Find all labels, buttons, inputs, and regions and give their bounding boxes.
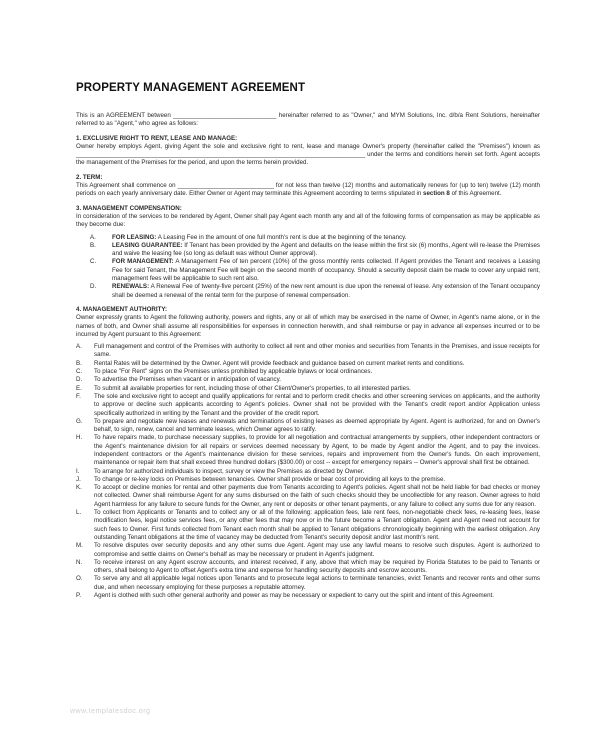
authority-item: I. To arrange for authorized individuals to inspect, survey or view the Premises as directed by Owner. (76, 467, 365, 475)
section-3-heading: 3. MANAGEMENT COMPENSATION: (76, 204, 182, 212)
authority-item: M. To resolve disputes over security deposits and any other sums due Agent. Agent may use any lawful means to resolve such disputes. Agent is authorized to compromise and settle claims on Owner's behalf as may be necessary or prudent in Agent's judgment. (76, 542, 540, 558)
compensation-item: C. FOR MANAGEMENT: A Management Fee of ten percent (10%) of the gross monthly rents collected. If Agent provides the Tenant and receives a Leasing Fee for said Tenant, the Management Fee will begin on the second month of occupancy. Should a security deposit claim be made to cover any unpaid rent, management fees will be applicable to such rent also. (90, 258, 540, 283)
section-2-body: This Agreement shall commence on ____________________________ for not less than twelve (12) months and automatically renews for (up to ten) twelve (12) month periods on each yearly anniversary date. Either Owner or Agent may terminate this Agreement according to terms stipulated in section 8 of this Agreement. (76, 182, 540, 198)
section-2-heading: 2. TERM: (76, 173, 103, 181)
watermark: www.templatesdoc.org (70, 708, 151, 715)
section-4-body: Owner expressly grants to Agent the following authority, powers and rights, any or all of which may be exercised in the name of Owner, in Agent's name alone, or in the names of both, and Owner shall assume all responsibilities for expenses in connection herewith, and shall reimburse or pay in advance all expenses incurred or to be incurred by Agent pursuant to this Agreement: (76, 314, 540, 338)
section-4-heading: 4. MANAGEMENT AUTHORITY: (76, 305, 168, 313)
authority-list (76, 343, 540, 600)
section-3-body: In consideration of the services to be rendered by Agent, Owner shall pay Agent each month any and all of the following forms of compensation as may be applicable as they become due: (76, 212, 540, 229)
authority-item: D. To advertise the Premises when vacant or in anticipation of vacancy. (76, 376, 281, 384)
compensation-item: B. LEASING GUARANTEE: If Tenant has been provided by the Agent and defaults on the lease within the first six (6) months, Agent will re-lease the Premises and waive the leasing fee (so long as default was without Owner approval). (90, 241, 540, 258)
authority-item: A. Full management and control of the Premises with authority to collect all rent and other monies and securities from Tenants in the Premises, and issue receipts for same. (76, 343, 540, 359)
authority-item: F. The sole and exclusive right to accept and qualify applications for rental and to perform credit checks and other screening services on applicants, and the authority to approve or decline such applicants according to Agent's policies. Owner shall not be provided with the Tenant's credit report and/or Application unless specifically authorized in writing by the Tenant and the provider of the credit report. (76, 392, 540, 417)
section-1-body: Owner hereby employs Agent, giving Agent the sole and exclusive right to rent, lease and manage Owner's property (hereinafter called the "Premises") known as ____________________________________________________________________________________ under the terms and conditions herein set forth. Agent accepts the management of the Premises for the period, and upon the terms herein provided. (76, 142, 540, 167)
authority-item: N. To receive interest on any Agent escrow accounts, and interest received, if any, above that which may be required by Florida Statutes to be paid to Tenants or others, shall belong to Agent to offset Agent's extra time and expense for handling security deposits and escrow accounts. (76, 558, 540, 575)
authority-item: E. To submit all available properties for rent, including those of other Client/Owner's properties, to all interested parties. (76, 384, 411, 392)
authority-item: J. To change or re-key locks on Premises between tenancies. Owner shall provide or bear cost of providing all keys to the premise. (76, 475, 446, 483)
authority-item: P. Agent is clothed with such other general authority and power as may be necessary or expedient to carry out the spirit and intent of this Agreement. (76, 592, 495, 600)
authority-item: K. To accept or decline monies for rental and other payments due from Tenants according to Agent's policies. Agent shall not be held liable for bad checks or money not collected. Owner shall reimburse Agent for any sums disbursed on the faith of such checks should they be uncollectible for any reason. Owner agrees to hold Agent harmless for any failure to secure funds for the Owner, any rent or deposits or other tenant payments, or any failure to collect any sums due for any reason. (76, 484, 540, 508)
authority-item: G. To prepare and negotiate new leases and renewals and terminations of existing leases as deemed appropriate by Agent. Agent is authorized, for and on Owner's behalf, to sign, renew, cancel and terminate leases, which Owner agrees to ratify. (76, 417, 540, 434)
authority-item: B. Rental Rates will be determined by the Owner. Agent will provide feedback and guidance based on current market rents and conditions. (76, 359, 465, 367)
document-title: PROPERTY MANAGEMENT AGREEMENT (76, 82, 306, 94)
authority-item: H. To have repairs made, to purchase necessary supplies, to provide for all negotiation and contractual arrangements by suppliers, other independent contractors or the Agent's maintenance division for all repairs or services deemed necessary by Agent, to be made by Agent and/or the Agent, and to pay the invoices. Independent contractors or the Agent's maintenance division for these services, repairs and improvement from the Owner's funds. On each improvement, maintenance or repair item that shall exceed three hundred dollars ($300.00) or cost -- except for emergency repairs -- Owner's approval shall first be obtained. (76, 434, 540, 467)
intro-paragraph: This is an AGREEMENT between ______________________________ hereinafter referred to as "Owner," and MYM Solutions, Inc. d/b/a Rent Solutions, hereinafter referred to as "Agent," who agree as follows: (76, 112, 540, 128)
authority-item: C. To place "For Rent" signs on the Premises unless prohibited by applicable bylaws or local ordinances. (76, 368, 373, 376)
compensation-item: D. RENEWALS: A Renewal Fee of twenty-five percent (25%) of the new rent amount is due upon the renewal of lease. Any extension of the Tenant occupancy shall be deemed a renewal of the rental term for the purpose of renewal compensation. (90, 283, 540, 299)
compensation-list (90, 234, 540, 300)
compensation-item: A. FOR LEASING: A Leasing Fee in the amount of one full month's rent is due at the beginning of the tenancy. (90, 233, 407, 241)
authority-item: L. To collect from Applicants or Tenants and to collect any or all of the following: application fees, late rent fees, non-negotiable check fees, re-leasing fees, lease modification fees, legal notice services fees, or any other fees that may now or in the future become a Tenant obligation. Agent and Agent need not account for such fees to Owner. First funds collected from Tenant each month shall be applied to Tenant obligations chronologically beginning with the earliest obligation. Any outstanding Tenant obligations at the time of vacancy may be deducted from Tenant's security deposit and/or last month's rent. (76, 509, 540, 541)
section-1-heading: 1. EXCLUSIVE RIGHT TO RENT, LEASE AND MANAGE: (76, 134, 238, 142)
authority-item: O. To serve any and all applicable legal notices upon Tenants and to prosecute legal actions to terminate tenancies, evict Tenants and recover rents and other sums due, and when necessary employing for these purposes a reputable attorney. (76, 575, 540, 591)
